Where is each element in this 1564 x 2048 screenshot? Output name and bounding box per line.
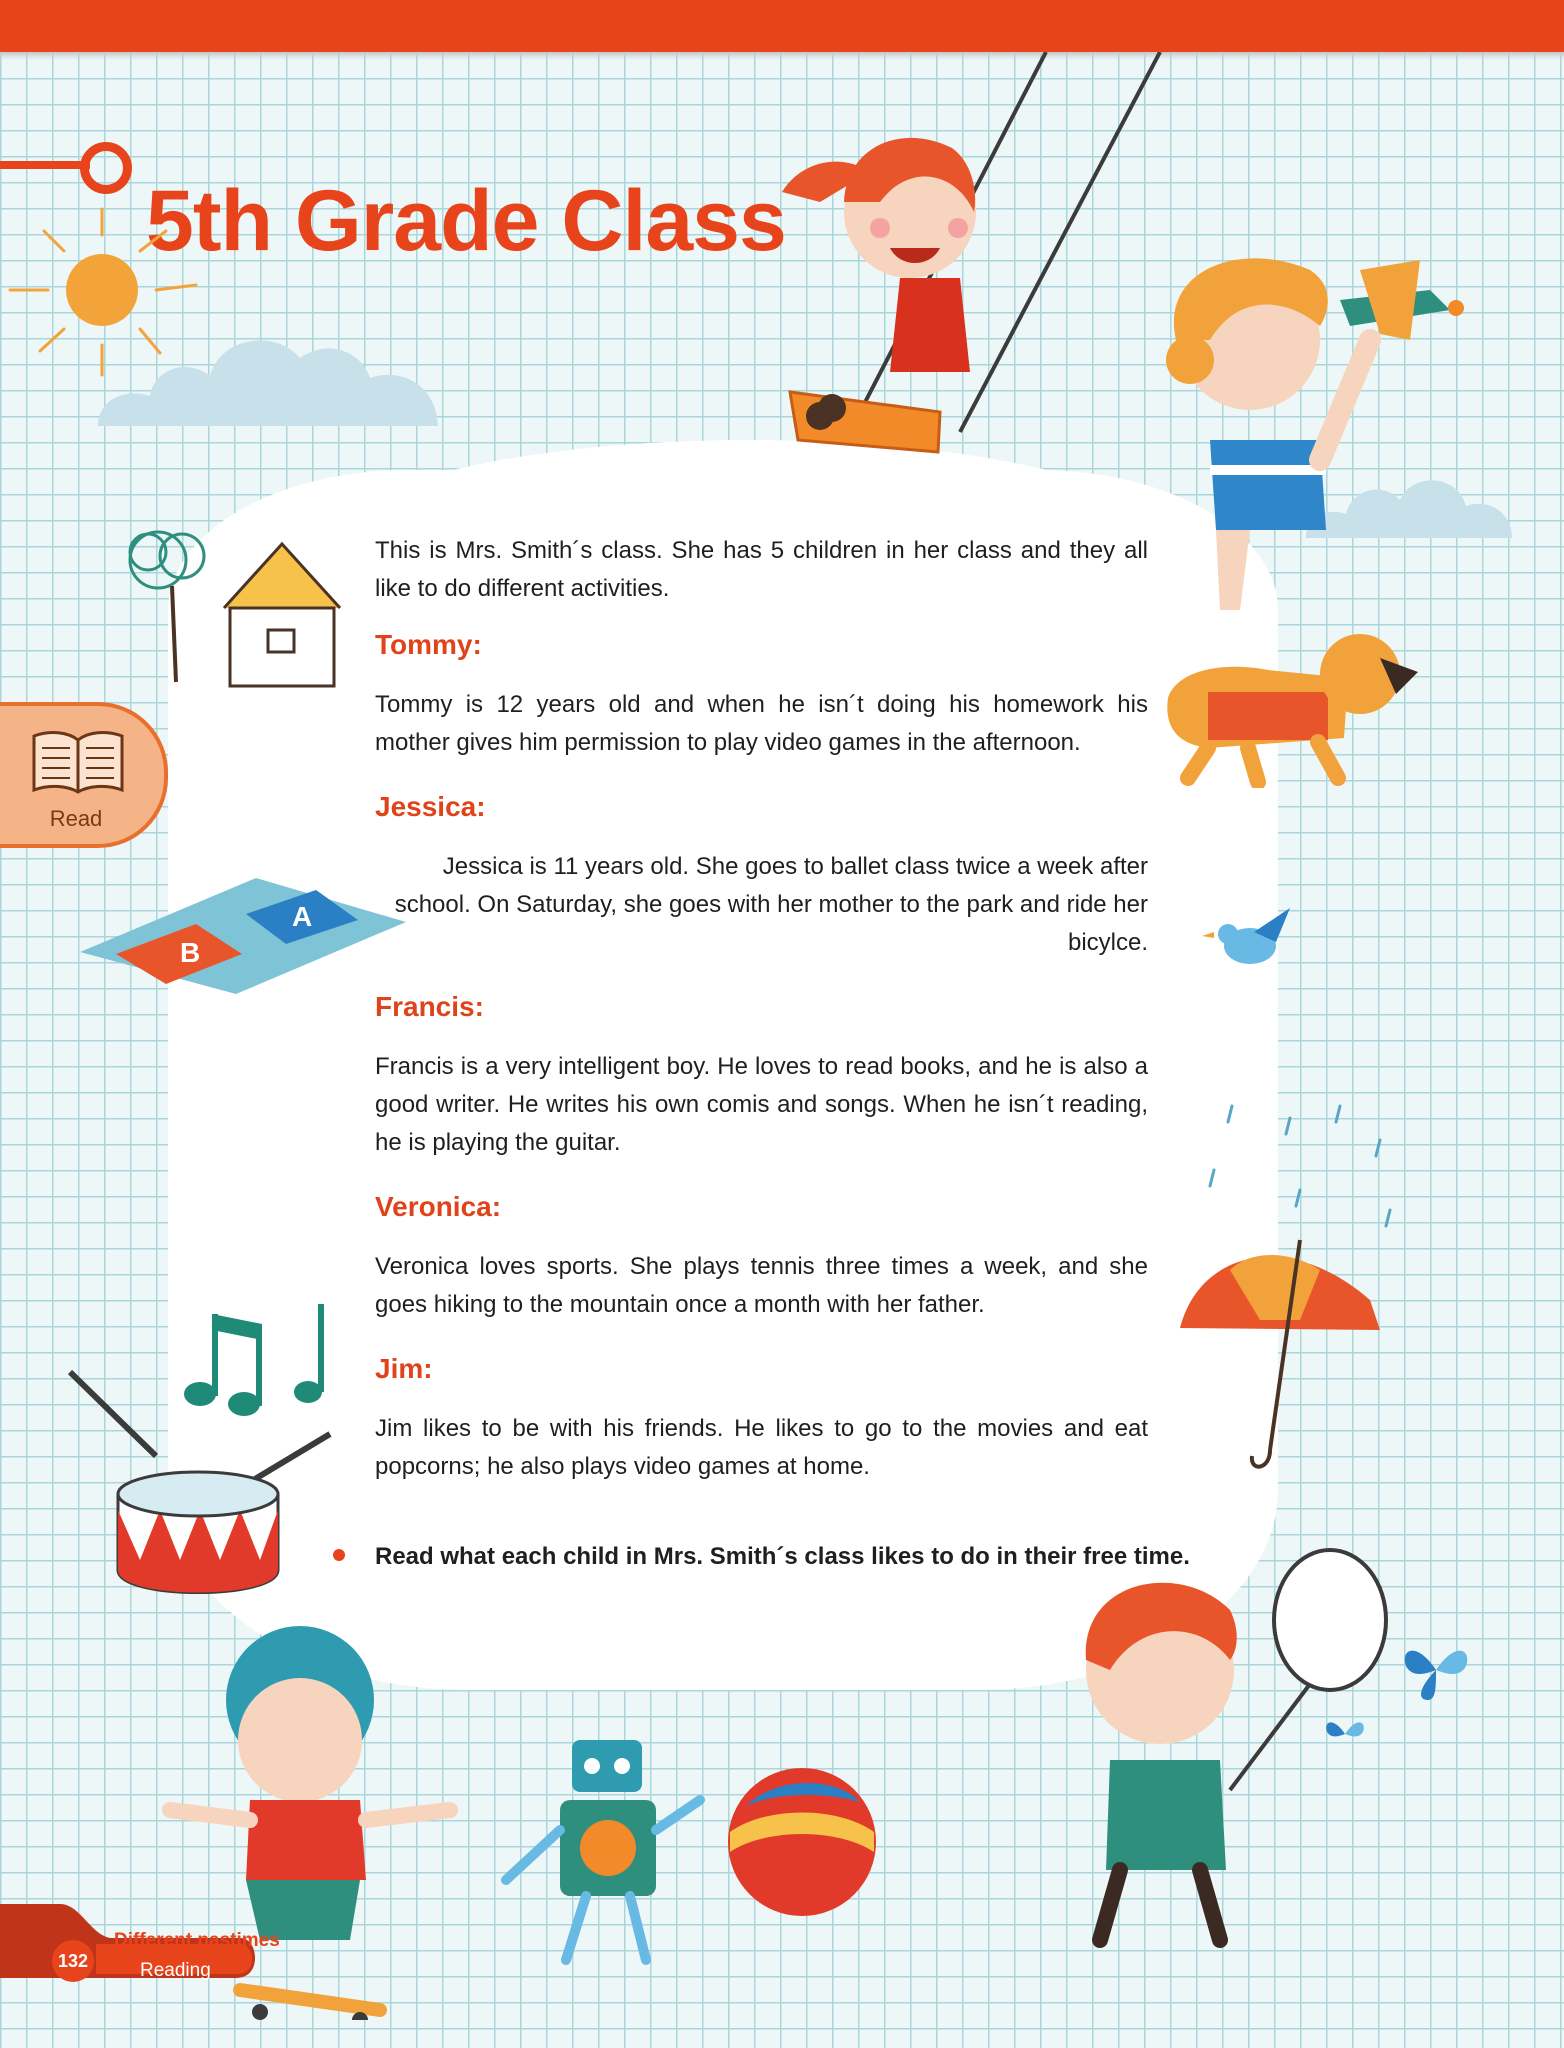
child-paragraph-tommy: Tommy is 12 years old and when he isn´t doing his homework his mother gives him permission to play video games in the afternoon.	[375, 691, 1148, 756]
footer-chapter: Different pastimes	[114, 1930, 280, 1951]
block-letter-b: B	[180, 937, 201, 968]
robot-toy-illustration	[486, 1730, 716, 1980]
cloud-icon	[88, 318, 468, 428]
dog-illustration	[1148, 618, 1428, 788]
top-bar	[0, 0, 1564, 52]
butterfly-icon	[1318, 1710, 1372, 1758]
instruction: Read what each child in Mrs. Smith´s class likes to do in their free time.	[375, 1543, 1190, 1570]
child-paragraph-jessica: Jessica is 11 years old. She goes to ballet class twice a week after school. On Saturday, she goes with her mother to the park and ride her bicylce.	[394, 853, 1148, 956]
reading-text	[375, 532, 1148, 1486]
child-paragraph-francis: Francis is a very intelligent boy. He loves to read books, and he is also a good writer. He writes his own comis and songs. When he isn´t reading, he is playing the guitar.	[375, 1053, 1148, 1156]
title-ring-icon	[80, 142, 132, 194]
tree-and-house-sketch	[108, 522, 348, 692]
child-paragraph-jim: Jim likes to be with his friends. He likes to go to the movies and eat popcorns; he also plays video games at home.	[375, 1415, 1148, 1480]
alphabet-blocks-illustration	[76, 874, 406, 1014]
block-letter-a: A	[292, 901, 313, 932]
open-book-icon	[30, 726, 126, 796]
girl-on-swing-illustration	[760, 52, 1180, 482]
page-number: 132	[52, 1940, 94, 1982]
child-heading-tommy: Tommy:	[375, 629, 482, 660]
drum-icon	[60, 1360, 350, 1600]
child-heading-jessica: Jessica:	[375, 791, 486, 822]
child-heading-francis: Francis:	[375, 991, 484, 1022]
title-line	[0, 161, 90, 169]
child-heading-jim: Jim:	[375, 1353, 433, 1384]
footer-section: Reading	[140, 1960, 211, 1981]
butterfly-net-boy-illustration	[1030, 1540, 1450, 1960]
intro-paragraph: This is Mrs. Smith´s class. She has 5 children in her class and they all like to do different activities.	[375, 537, 1148, 602]
boy-with-toy-plane-illustration	[1120, 230, 1480, 640]
umbrella-illustration	[1170, 1100, 1410, 1480]
bird-illustration	[1200, 902, 1300, 982]
child-paragraph-veronica: Veronica loves sports. She plays tennis three times a week, and she goes hiking to the mountain once a month with her father.	[375, 1253, 1148, 1318]
side-tab-read[interactable]	[0, 702, 168, 848]
ball-illustration	[726, 1766, 878, 1918]
side-tab-label: Read	[49, 806, 103, 831]
page-title: 5th Grade Class	[146, 172, 786, 269]
child-heading-veronica: Veronica:	[375, 1191, 502, 1222]
butterfly-icon	[1396, 1630, 1476, 1710]
